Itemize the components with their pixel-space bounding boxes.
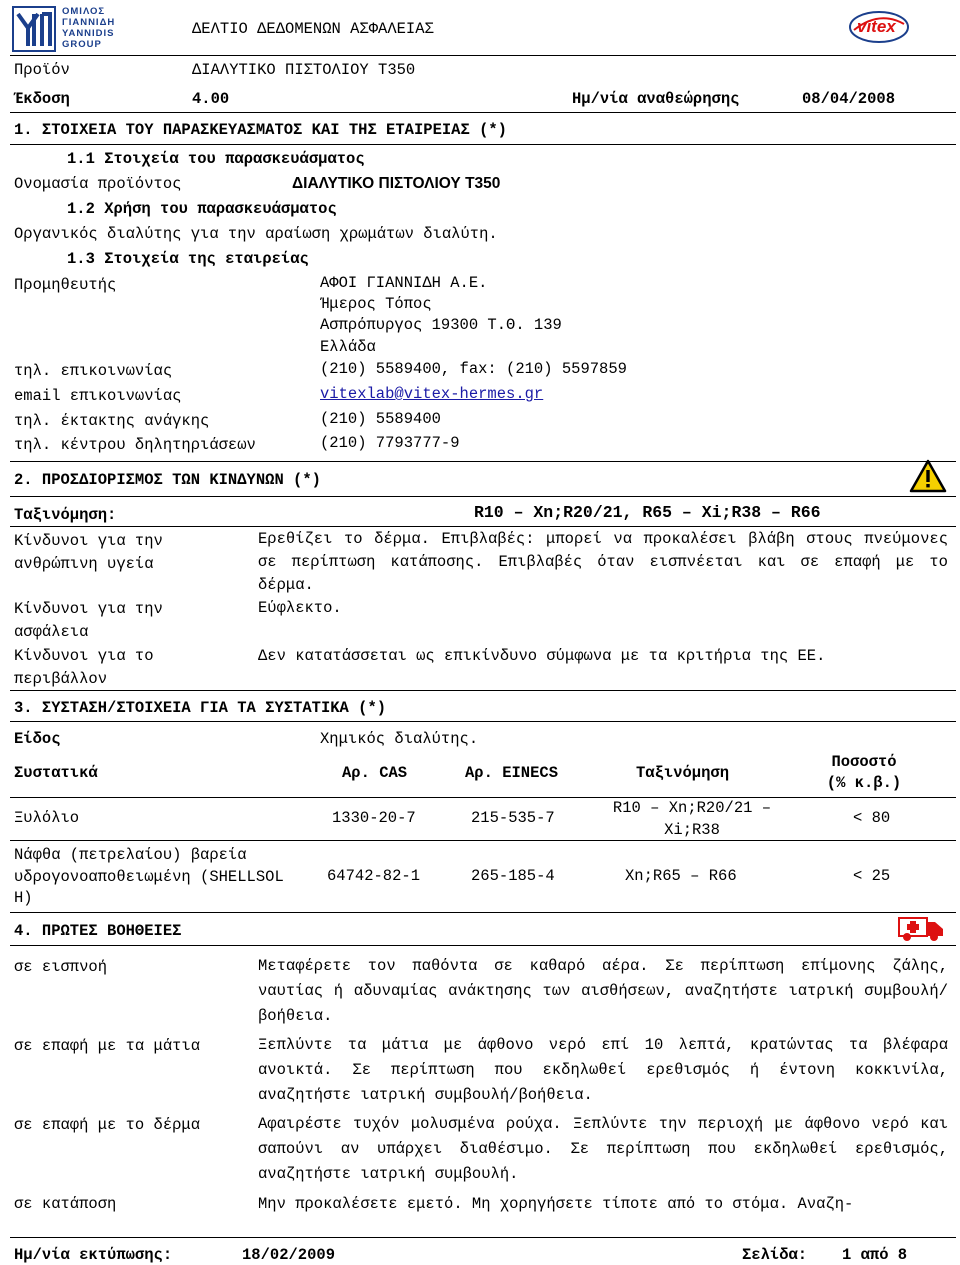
section2-title: 2. ΠΡΟΣΔΙΟΡΙΣΜΟΣ ΤΩΝ ΚΙΝΔΥΝΩΝ (*) <box>14 471 321 489</box>
email-link[interactable]: vitexlab@vitex-hermes.gr <box>320 385 544 403</box>
health-hazards-label: Κίνδυνοι για την ανθρώπινη υγεία <box>14 532 163 573</box>
section1-title: 1. ΣΤΟΙΧΕΙΑ ΤΟΥ ΠΑΡΑΣΚΕΥΑΣΜΑΤΟΣ ΚΑΙ ΤΗΣ ΕΤΑΙΡΕΙΑΣ (*) <box>14 121 507 139</box>
type-value: Χημικός διαλύτης. <box>320 730 479 748</box>
ingredient-name: Νάφθα (πετρελαίου) βαρεία υδρογονοαποθειωμένη (SHELLSOL H) <box>14 846 284 907</box>
section4-title: 4. ΠΡΩΤΕΣ ΒΟΗΘΕΙΕΣ <box>14 922 182 940</box>
section3-title: 3. ΣΥΣΤΑΣΗ/ΣΤΟΙΧΕΙΑ ΓΙΑ ΤΑ ΣΥΣΤΑΤΙΚΑ (*) <box>14 699 387 717</box>
yannidis-logo-icon <box>12 6 56 52</box>
ambulance-icon <box>897 912 945 942</box>
revision-value: 08/04/2008 <box>802 90 896 108</box>
type-label: Είδος <box>14 730 61 748</box>
classification-label: Ταξινόμηση: <box>14 506 117 524</box>
product-value: ΔΙΑΛΥΤΙΚΟ ΠΙΣΤΟΛΙΟΥ Τ350 <box>192 61 416 79</box>
header-percent: Ποσοστό (% κ.β.) <box>826 753 902 792</box>
edition-label: Έκδοση <box>14 90 70 108</box>
print-date-label: Ημ/νία εκτύπωσης: <box>14 1246 173 1264</box>
first-aid-label-eyes: σε επαφή με τα μάτια <box>14 1037 201 1055</box>
vitex-logo-text: vitex <box>857 17 896 36</box>
logo-line-4: GROUP <box>62 39 102 50</box>
section1-sub2: 1.2 Χρήση του παρασκευάσματος <box>67 200 337 218</box>
page-label: Σελίδα: <box>742 1246 808 1264</box>
document-title: ΔΕΛΤΙΟ ΔΕΔΟΜΕΝΩΝ ΑΣΦΑΛΕΙΑΣ <box>192 20 434 38</box>
phone-value: (210) 5589400, fax: (210) 5597859 <box>320 360 627 378</box>
header-cas: Αρ. CAS <box>342 764 408 782</box>
logo-line-1: ΟΜΙΛΟΣ <box>62 6 106 17</box>
logo-line-3: YANNIDIS <box>62 28 115 39</box>
supplier-line-2: Ήμερος Τόπος <box>320 295 432 313</box>
revision-label: Ημ/νία αναθεώρησης <box>572 90 740 108</box>
first-aid-label-ingestion: σε κατάποση <box>14 1195 117 1213</box>
first-aid-label-skin: σε επαφή με το δέρμα <box>14 1116 201 1134</box>
env-hazards-label: Κίνδυνοι για το περιβάλλον <box>14 647 154 688</box>
emergency-value: (210) 5589400 <box>320 410 441 428</box>
safety-hazards-label: Κίνδυνοι για την ασφάλεια <box>14 600 163 641</box>
supplier-line-1: ΑΦΟΙ ΓΙΑΝΝΙΔΗ Α.Ε. <box>320 274 488 292</box>
ingredient-classification: Xn;R65 – R66 <box>625 867 737 885</box>
header-ingredients: Συστατικά <box>14 764 98 782</box>
company-logo <box>12 6 116 52</box>
ingredient-percent: < 80 <box>853 809 891 827</box>
health-hazards-text: Ερεθίζει το δέρμα. Επιβλαβές: μπορεί να προκαλέσει βλάβη στους πνεύμονες σε περίπτωση κατάποσης. Επιβλαβές όταν εισπνέεται και σε επαφή με το δέρμα. <box>258 530 948 594</box>
product-use: Οργανικός διαλύτης για την αραίωση χρωμάτων διαλύτη. <box>14 225 498 243</box>
poison-label: τηλ. κέντρου δηλητηριάσεων <box>14 436 256 454</box>
first-aid-text-skin: Αφαιρέστε τυχόν μολυσμένα ρούχα. Ξεπλύντε την περιοχή με άφθονο νερό και σαπούνι αν υπάρχει διαθέσιμο. Σε περίπτωση που εκδηλωθεί ερεθισμός, αναζητήστε ιατρική συμβουλή. <box>258 1115 948 1183</box>
supplier-label: Προμηθευτής <box>14 276 117 294</box>
product-name-value: ΔΙΑΛΥΤΙΚΟ ΠΙΣΤΟΛΙΟΥ Τ350 <box>292 175 501 192</box>
classification-value: R10 – Xn;R20/21, R65 – Xi;R38 – R66 <box>474 503 821 522</box>
section1-sub3: 1.3 Στοιχεία της εταιρείας <box>67 250 309 268</box>
ingredient-name: Ξυλόλιο <box>14 809 80 827</box>
ingredient-percent: < 25 <box>853 867 891 885</box>
ingredient-cas: 1330-20-7 <box>332 809 416 827</box>
phone-label: τηλ. επικοινωνίας <box>14 362 173 380</box>
ingredient-cas: 64742-82-1 <box>327 867 421 885</box>
supplier-line-3: Ασπρόπυργος 19300 Τ.Θ. 139 <box>320 316 562 334</box>
first-aid-text-ingestion: Μην προκαλέσετε εμετό. Μη χορηγήσετε τίποτε από το στόμα. Αναζη- <box>258 1195 854 1213</box>
vitex-logo <box>848 10 910 44</box>
print-date-value: 18/02/2009 <box>242 1246 336 1264</box>
ingredient-einecs: 265-185-4 <box>471 867 555 885</box>
email-label: email επικοινωνίας <box>14 387 182 405</box>
section1-sub1: 1.1 Στοιχεία του παρασκευάσματος <box>67 150 365 168</box>
safety-hazards-text: Εύφλεκτο. <box>258 599 342 617</box>
logo-line-2: ΓΙΑΝΝΙΔΗ <box>62 17 116 28</box>
emergency-label: τηλ. έκτακτης ανάγκης <box>14 412 210 430</box>
ingredient-einecs: 215-535-7 <box>471 809 555 827</box>
product-label: Προϊόν <box>14 61 70 79</box>
page-value: 1 από 8 <box>842 1246 908 1264</box>
supplier-line-4: Ελλάδα <box>320 338 376 356</box>
warning-triangle-icon <box>909 459 947 493</box>
first-aid-label-inhalation: σε εισπνοή <box>14 958 108 976</box>
first-aid-text-inhalation: Μεταφέρετε τον παθόντα σε καθαρό αέρα. Σε περίπτωση επίμονης ζάλης, ναυτίας ή αδυναμίας ανάκτησης των αισθήσεων, αναζητήστε ιατρική συμβουλή/βοήθεια. <box>258 957 948 1025</box>
header-einecs: Αρ. EINECS <box>465 764 559 782</box>
first-aid-text-eyes: Ξεπλύντε τα μάτια με άφθονο νερό επί 10 λεπτά, κρατώντας τα βλέφαρα ανοικτά. Σε περίπτωση που εκδηλωθεί ερεθισμός ή έντονη κοκκινίλα, αναζητήστε ιατρική συμβουλή/βοήθεια. <box>258 1036 948 1104</box>
ingredient-classification: R10 – Xn;R20/21 – Xi;R38 <box>612 799 772 839</box>
poison-value: (210) 7793777-9 <box>320 434 460 452</box>
product-name-label: Ονομασία προϊόντος <box>14 175 182 193</box>
env-hazards-text: Δεν κατατάσσεται ως επικίνδυνο σύμφωνα με τα κριτήρια της ΕΕ. <box>258 647 826 665</box>
header-classification: Ταξινόμηση <box>636 764 730 782</box>
edition-value: 4.00 <box>192 90 230 108</box>
